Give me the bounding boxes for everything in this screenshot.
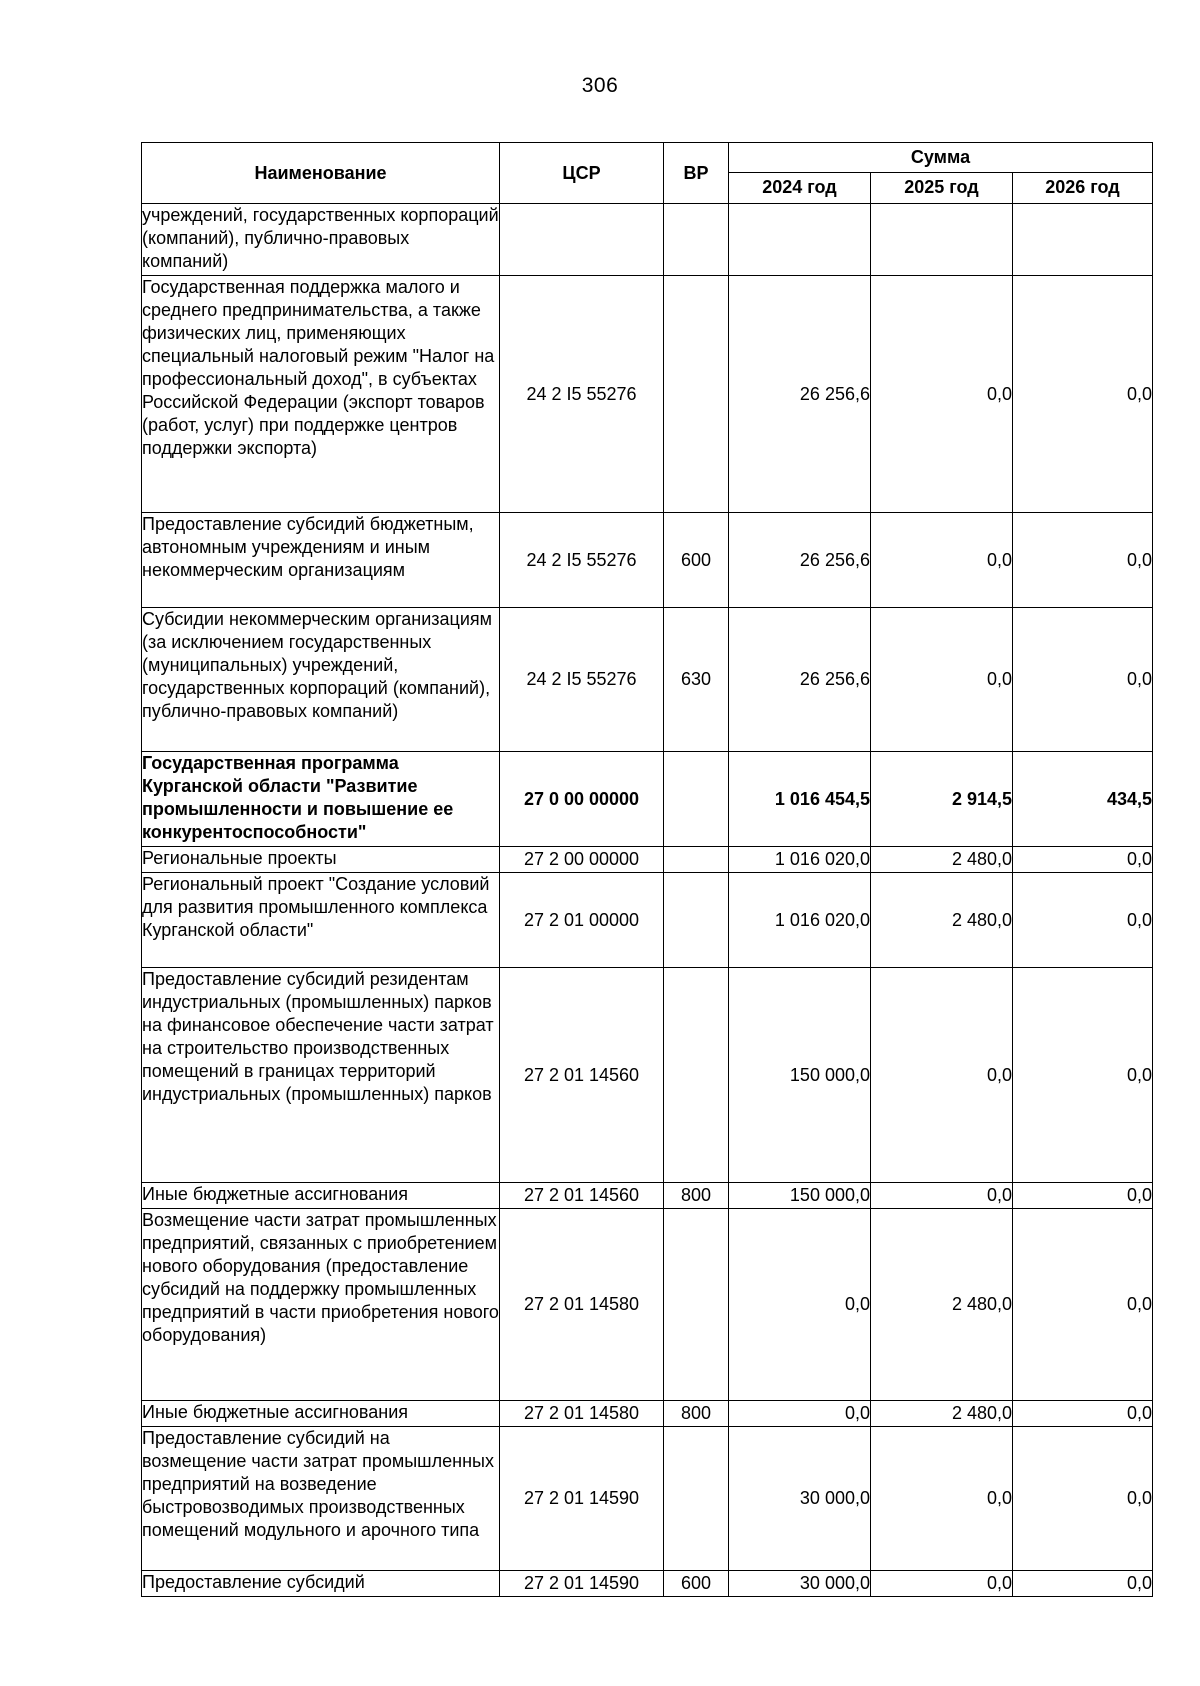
row-sum-2025-cell: 0,0 (871, 276, 1013, 513)
row-sum-2026-cell: 0,0 (1013, 1401, 1153, 1427)
row-sum-2025-cell: 0,0 (871, 968, 1013, 1183)
row-csr-cell: 27 2 01 14590 (500, 1571, 664, 1597)
row-csr-cell: 24 2 I5 55276 (500, 608, 664, 752)
row-name-cell: Предоставление субсидий бюджетным, автономным учреждениям и иным некоммерческим организациям (142, 513, 500, 608)
row-vr-cell (664, 968, 729, 1183)
row-name-cell: Региональный проект "Создание условий для развития промышленного комплекса Курганской области" (142, 873, 500, 968)
row-csr-cell (500, 204, 664, 276)
row-sum-2024-cell (729, 204, 871, 276)
row-vr-cell: 630 (664, 608, 729, 752)
row-vr-cell (664, 204, 729, 276)
row-vr-cell (664, 873, 729, 968)
row-name-cell: Возмещение части затрат промышленных предприятий, связанных с приобретением нового оборудования (предоставление субсидий на поддержку промышленных предприятий в части приобретения нового оборудования) (142, 1209, 500, 1401)
row-sum-2026-cell: 434,5 (1013, 752, 1153, 847)
table-row (142, 608, 1153, 752)
row-sum-2024-cell: 1 016 020,0 (729, 873, 871, 968)
row-sum-2025-cell: 2 914,5 (871, 752, 1013, 847)
row-vr-cell (664, 752, 729, 847)
row-name-cell: Предоставление субсидий (142, 1571, 500, 1597)
row-sum-2026-cell: 0,0 (1013, 847, 1153, 873)
row-csr-cell: 27 0 00 00000 (500, 752, 664, 847)
row-sum-2026-cell: 0,0 (1013, 513, 1153, 608)
header-csr: ЦСР (500, 143, 664, 204)
row-sum-2025-cell: 2 480,0 (871, 1401, 1013, 1427)
row-name-cell: Региональные проекты (142, 847, 500, 873)
row-sum-2026-cell: 0,0 (1013, 276, 1153, 513)
row-sum-2025-cell: 2 480,0 (871, 847, 1013, 873)
row-sum-2024-cell: 150 000,0 (729, 968, 871, 1183)
row-sum-2025-cell: 0,0 (871, 608, 1013, 752)
row-name-cell: Предоставление субсидий на возмещение части затрат промышленных предприятий на возведение быстровозводимых производственных помещений модульного и арочного типа (142, 1427, 500, 1571)
table-row (142, 276, 1153, 513)
row-name-cell: учреждений, государственных корпораций (компаний), публично-правовых компаний) (142, 204, 500, 276)
row-sum-2026-cell: 0,0 (1013, 1571, 1153, 1597)
header-year-2025: 2025 год (871, 172, 1013, 203)
table-row (142, 1183, 1153, 1209)
row-csr-cell: 27 2 01 00000 (500, 873, 664, 968)
page-number: 306 (581, 74, 619, 97)
row-csr-cell: 27 2 01 14580 (500, 1209, 664, 1401)
header-year-2026: 2026 год (1013, 172, 1153, 203)
row-name-cell: Предоставление субсидий резидентам индустриальных (промышленных) парков на финансовое обеспечение части затрат на строительство производственных помещений в границах территорий индустриальных (промышленных) парков (142, 968, 500, 1183)
row-sum-2026-cell: 0,0 (1013, 608, 1153, 752)
row-csr-cell: 24 2 I5 55276 (500, 513, 664, 608)
row-sum-2026-cell: 0,0 (1013, 873, 1153, 968)
row-sum-2024-cell: 1 016 454,5 (729, 752, 871, 847)
row-sum-2025-cell (871, 204, 1013, 276)
row-sum-2024-cell: 0,0 (729, 1401, 871, 1427)
table-row (142, 1401, 1153, 1427)
table-row (142, 1427, 1153, 1571)
row-vr-cell: 800 (664, 1183, 729, 1209)
row-sum-2025-cell: 0,0 (871, 1571, 1013, 1597)
header-name: Наименование (142, 143, 500, 204)
row-csr-cell: 24 2 I5 55276 (500, 276, 664, 513)
header-sum: Сумма (729, 143, 1153, 173)
table-row (142, 1209, 1153, 1401)
row-vr-cell: 800 (664, 1401, 729, 1427)
row-vr-cell (664, 1427, 729, 1571)
row-sum-2025-cell: 0,0 (871, 513, 1013, 608)
row-sum-2026-cell: 0,0 (1013, 1427, 1153, 1571)
table-row (142, 873, 1153, 968)
row-sum-2024-cell: 30 000,0 (729, 1571, 871, 1597)
row-sum-2024-cell: 0,0 (729, 1209, 871, 1401)
row-sum-2024-cell: 30 000,0 (729, 1427, 871, 1571)
header-year-2024: 2024 год (729, 172, 871, 203)
table-row (142, 968, 1153, 1183)
row-vr-cell: 600 (664, 1571, 729, 1597)
row-sum-2024-cell: 150 000,0 (729, 1183, 871, 1209)
row-vr-cell (664, 847, 729, 873)
row-csr-cell: 27 2 01 14560 (500, 1183, 664, 1209)
row-sum-2026-cell (1013, 204, 1153, 276)
row-sum-2025-cell: 2 480,0 (871, 873, 1013, 968)
row-name-cell: Государственная поддержка малого и среднего предпринимательства, а также физических лиц, применяющих специальный налоговый режим "Налог на профессиональный доход", в субъектах Российской Федерации (экспорт товаров (работ, услуг) при поддержке центров поддержки экспорта) (142, 276, 500, 513)
row-sum-2024-cell: 1 016 020,0 (729, 847, 871, 873)
table-body (142, 204, 1153, 1597)
budget-table (141, 142, 1153, 1597)
table-row (142, 1571, 1153, 1597)
row-csr-cell: 27 2 01 14560 (500, 968, 664, 1183)
row-name-cell: Иные бюджетные ассигнования (142, 1183, 500, 1209)
row-sum-2026-cell: 0,0 (1013, 1183, 1153, 1209)
table-row (142, 204, 1153, 276)
row-csr-cell: 27 2 01 14580 (500, 1401, 664, 1427)
table-row (142, 752, 1153, 847)
row-vr-cell (664, 1209, 729, 1401)
row-sum-2025-cell: 0,0 (871, 1183, 1013, 1209)
row-sum-2024-cell: 26 256,6 (729, 513, 871, 608)
row-name-cell: Субсидии некоммерческим организациям (за исключением государственных (муниципальных) учреждений, государственных корпораций (компаний), публично-правовых компаний) (142, 608, 500, 752)
row-sum-2026-cell: 0,0 (1013, 968, 1153, 1183)
row-sum-2024-cell: 26 256,6 (729, 276, 871, 513)
row-csr-cell: 27 2 00 00000 (500, 847, 664, 873)
row-sum-2025-cell: 2 480,0 (871, 1209, 1013, 1401)
row-csr-cell: 27 2 01 14590 (500, 1427, 664, 1571)
row-vr-cell (664, 276, 729, 513)
table-row (142, 513, 1153, 608)
row-name-cell: Государственная программа Курганской области "Развитие промышленности и повышение ее конкурентоспособности" (142, 752, 500, 847)
row-sum-2026-cell: 0,0 (1013, 1209, 1153, 1401)
table-header (142, 143, 1153, 204)
row-name-cell: Иные бюджетные ассигнования (142, 1401, 500, 1427)
row-sum-2024-cell: 26 256,6 (729, 608, 871, 752)
table-row (142, 847, 1153, 873)
row-sum-2025-cell: 0,0 (871, 1427, 1013, 1571)
row-vr-cell: 600 (664, 513, 729, 608)
header-vr: ВР (664, 143, 729, 204)
